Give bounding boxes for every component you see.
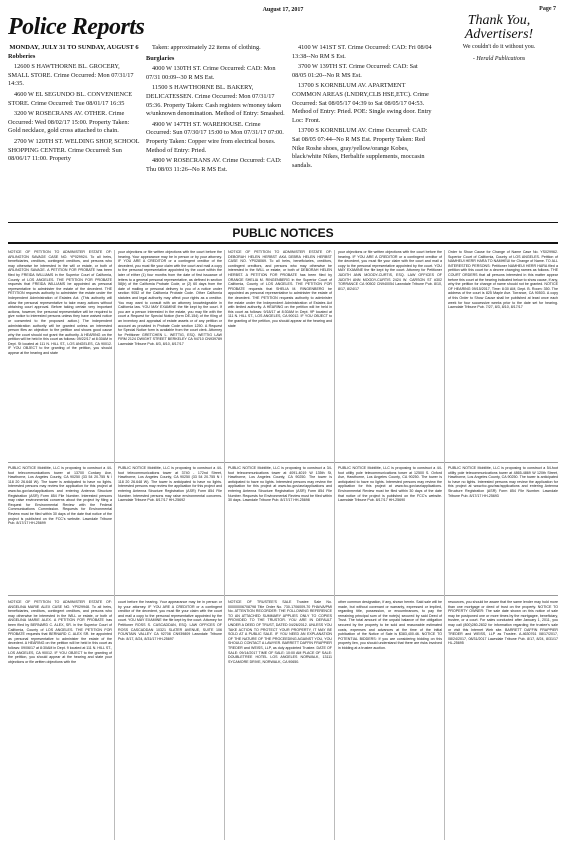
notice-block: NOTICE OF PETITION TO ADMINISTER ESTATE OF: ANGELINA MARIE ALEX CASE NO. YP029948. To all heirs, beneficiaries, creditors, contingent creditors, and persons who may otherwise be interested in the WILL or estate, or both of ANGELINA MARIE ALEX. A PETITION FOR PROBATE has been filed by BERNARD C. ALEX, SR. in the Superior Court of California, County of LOS ANGELES. THE PETITION FOR PROBATE requests that BERNARD C. ALEX SR. be appointed as personal representative to administer the estate of the decedent. A HEARING on the petition will be held in this court as follows: 09/06/17 at 8:30AM in Dept. 9 located at 111 N. HILL ST., LOS ANGELES, CA 90012. IF YOU OBJECT to the granting of the petition, you should appear at the hearing and state your objections or file written objections with the bbox=[8, 600, 112, 664]
notice-block: resources, you should be aware that the same lender may hold more than one mortgage or deed of trust on the property. NOTICE TO PROPERTY OWNER: The sale date shown on this notice of sale may be postponed one or more times by the mortgagee, beneficiary, trustee, or a court. For sales conducted after January 1, 2011, you may call (800)280-2832 for information regarding the trustee's sale or visit this Internet Web site. BARRETT DAFFIN FRAPPIER TREDER and WEISS, LLP as Trustee. A-4630761 08/17/2017, 08/24/2017, 08/31/2017 Lawndale Tribune Pub. 8/17, 8/24, 8/31/17 HL-25695 bbox=[448, 600, 558, 646]
notice-block: PUBLIC NOTICE Mobilitie, LLC is proposing to construct a 44-foot telecommunications tower at 13700 Cordary Ave, Hawthorne, Los Angeles County, CA 90250 (33 54 20.755 N / 118 20 26.648 W). The tower is anticipated to have no lights. Interested persons may review the application for this project at www.fcc.gov/asr/applications and entering Antenna Structure Registration (ASR) Form 854 File Number. Interested persons may raise environmental concerns about the project by filing a Request for Environmental Review with the Federal Communications Commission. Requests for Environmental Review must be filed within 30 days of the date that notice of the project is published on the FCC's website. Lawndale Tribune Pub. 8/17/17 HH-25699 bbox=[8, 466, 112, 526]
report-entry: 4600 W EL SEGUNDO BL. CONVENIENCE STORE. Crime Occurred: Tue 08/01/17 16:35 bbox=[8, 90, 133, 107]
police-column-3 bbox=[292, 44, 432, 172]
thank-you-ad bbox=[440, 14, 558, 94]
report-entry: 4900 W 147TH ST. WAREHOUSE. Crime Occurred: Sun 07/30/17 15:00 to Mon 07/31/17 07:00. Property Taken: Copper wire from electrical boxes. Method of Entry: Pried. bbox=[146, 120, 284, 154]
notice-block: Order to Show Cause for Change of Name Case No. YS029962. Superior Court of California, County of LOS ANGELES. Petition of NAMHEUI HERR HARA TO NAMHEUI for Change of Name. TO ALL INTERESTED PERSONS: Petitioner NAMHEUI HERR HARA filed a petition with this court for a decree changing names as follows. THE COURT ORDERS that all persons interested in this matter appear before this court at the hearing indicated below to show cause, if any, why the petition for change of name should not be granted. NOTICE OF HEARING 09/15/2017, Time: 8:30 AM, Dept. B. Room: 350. The address of the court is 825 Maple Ave. Torrance, CA 90503. A copy of this Order to Show Cause shall be published at least once each week for four successive weeks prior to the date set for hearing. Lawndale Tribune Pub. 7/27, 8/3, 8/10, 8/17/17 bbox=[448, 250, 558, 310]
issue-date: August 17, 2017 bbox=[262, 7, 304, 13]
report-entry: 4800 W ROSECRANS AV. Crime Occurred: CAD: Thu 08/03 11:26--No R MS Est. bbox=[146, 157, 282, 173]
notice-block: PUBLIC NOTICE Mobilitie, LLC is proposing to construct a 44-foot utility pole telecommunications tower at 12500 S. Oxford Ave, Hawthorne, Los Angeles County, CA 90250. The tower is anticipated to have no lights. Interested persons may review the application for this project at www.fcc.gov/asr/applications. Environmental Review must be filed within 30 days of the date that notice of the project is published on the FCC's website. Lawndale Tribune Pub. 8/17/17 HH-25690 bbox=[338, 466, 442, 503]
report-entry: 3200 W ROSECRANS AV. OTHER. Crime Occurred: Wed 08/02/17 15:00. Property Taken: Gold necklace, gold cross attached to chain. bbox=[8, 110, 130, 135]
public-notices-title: PUBLIC NOTICES bbox=[232, 226, 334, 240]
report-entry: 4000 W 130TH ST. Crime Occurred: CAD: Mon 07/31 00:09--30 R MS Est. bbox=[146, 65, 276, 81]
column-rule bbox=[114, 250, 115, 840]
burglaries-label: Burglaries bbox=[146, 54, 175, 62]
police-column-2 bbox=[146, 44, 286, 176]
report-entry: Taken: approximately 22 items of clothing. bbox=[152, 44, 261, 51]
column-rule bbox=[334, 250, 335, 840]
column-rule bbox=[224, 250, 225, 840]
notice-block: PUBLIC NOTICE Mobilitie, LLC is proposing to construct a 54-foot utility pole telecommunications tower at 4865-4869 W 120th Street, Hawthorne, Los Angeles County, CA 90250. The tower is anticipated to have no lights. Interested persons may review the application for this project at www.fcc.gov/asr/applications and entering Antenna Structure Registration (ASR) Form 854 File Number. Lawndale Tribune Pub. 8/17/17 HH-25693 bbox=[448, 466, 558, 498]
notice-block: NOTICE OF PETITION TO ADMINISTER ESTATE OF: DEBORAH HELEN HERBST AKA DEBRA HELEN HERBST CASE NO. YP028069. To all heirs, beneficiaries, creditors, contingent creditors, and persons who may otherwise be interested in the WILL or estate, or both of DEBORAH HELEN HERBST. A PETITION FOR PROBATE has been filed by ORANGE SHELIA M. RINGENBERG in the Superior Court of California, County of LOS ANGELES. THE PETITION FOR PROBATE requests that SHELIA M. RINGENBERG be appointed as personal representative to administer the estate of the decedent. THE PETITION requests authority to administer the estate under the Independent Administration of Estates Act with limited authority. A HEARING on the petition will be held in this court as follows: 9/18/17 at 8:30AM in Dept. 9P located at 111 N. HILL ST., LOS ANGELES, CA 90012. IF YOU OBJECT to the granting of the petition, you should appear at the hearing and state bbox=[228, 250, 332, 328]
report-entry: 13700 S KORNBLUM AV. Crime Occurred: CAD: Sat 08/05 07:44--No R MS Est. Property Taken: Red Nike Roshe shoes, gray/yellow/orange Kobes, black/white Nikes, Herbalife supplements, moccasin sandals. bbox=[292, 127, 428, 169]
police-reports-title: Police Reports bbox=[8, 14, 145, 40]
report-entry: 4100 W 141ST ST. Crime Occurred: CAD: Fri 08/04 13:38--No RM S Est. bbox=[292, 44, 432, 60]
notice-divider bbox=[8, 595, 558, 596]
thank-you-title: Thank You, Advertisers! bbox=[464, 13, 534, 42]
section-divider bbox=[8, 242, 558, 244]
section-divider bbox=[8, 222, 558, 223]
notice-block: your objections or file written objections with the court before the hearing. Your appearance may be in person or by your attorney. IF YOU ARE A CREDITOR or a contingent creditor of the decedent, you must file your claim with the court and mail a copy to the personal representative appointed by the court within the later of either (1) four months from the date of first issuance of letters to a general personal representative, as defined in section 58(b) of the California Probate Code, or (2) 60 days from the date of mailing or personal delivery to you of a notice under section 9052 of the California Probate Code. Other California statutes and legal authority may affect your rights as a creditor. You may want to consult with an attorney knowledgeable in California law. YOU MAY EXAMINE the file kept by the court. If you are a person interested in the estate, you may file with the court a Request for Special Notice (form DE-154) of the filing of an inventory and appraisal of estate assets or of any petition or account as provided in Probate Code section 1250. A Request for Special Notice form is available from the court clerk. Attorney for Petitioner GRETCHEN L. WETTIG, ESQ. WETTIG LAW FIRM 2124 DWIGHT STREET BERKELEY CA 94710 CN939789 Lawndale Tribune Pub. 8/3, 8/10, 8/17/17 bbox=[118, 250, 222, 346]
notice-block: other common designation, if any, shown herein. Said sale will be made, but without covenant or warranty, expressed or implied, regarding title, possession, or encumbrances, to pay the remaining principal sum of the note(s) secured by said Deed of Trust. The total amount of the unpaid balance of the obligation secured by the property to be sold and reasonable estimated costs, expenses and advances at the time of the initial publication of the Notice of Sale is $383,400.46. NOTICE TO POTENTIAL BIDDERS: If you are considering bidding on this property lien, you should understand that there are risks involved in bidding at a trustee auction. bbox=[338, 600, 442, 650]
report-entry: 13700 S KORNBLUM AV. APARTMENT COMMON AREAS (LNDRY,CLB HSE,ETC). Crime Occurred: Sat 08/05/17 04:39 to Sat 08/05/17 04:53. Method of Entry: Pried. POE: Single swing door. Entry Loc: Front. bbox=[292, 82, 432, 124]
thank-you-line: We couldn't do it without you. bbox=[462, 44, 536, 50]
notice-divider bbox=[8, 462, 558, 463]
notice-block: court before the hearing. Your appearance may be in person or by your attorney. IF YOU ARE A CREDITOR or a contingent creditor of the decedent, you must file your claim with the court and mail a copy to the personal representative appointed by the court. YOU MAY EXAMINE the file kept by the court. Attorney for Petitioner ROSS S. CASCADDAN, ESQ. LAW OFFICES OF ROSS CASCADDAN 10321 SLATER AVENUE, SUITE 106 FOUNTAIN VALLEY CA 92708 CN939809 Lawndale Tribune Pub. 8/17, 8/24, 8/31/17 HH-25697 bbox=[118, 600, 222, 641]
report-entry: 2700 W 120TH ST. WELDING SHOP, SCHOOL SHOPPING CENTER. Crime Occurred: Sun 08/06/17 11:00. Property bbox=[8, 137, 140, 163]
notice-block: NOTICE OF PETITION TO ADMINISTER ESTATE OF: ARLINGTON SAVAGE CASE NO. YP029924. To all heirs, beneficiaries, creditors, contingent creditors, and persons who may otherwise be interested in the will or estate, or both of ARLINGTON SAVAGE. A PETITION FOR PROBATE has been filed by FREIDA WILLIAMS in the Superior Court of California, County of LOS ANGELES. THE PETITION FOR PROBATE requests that FREIDA WILLIAMS be appointed as personal representative to administer the estate of the decedent. THE PETITION requests authority to administer the estate under the Independent Administration of Estates Act. (This authority will allow the personal representative to take many actions without obtaining court approval. Before taking certain very important actions, however, the personal representative will be required to give notice to interested persons unless they have waived notice or consented to the proposed action.) The independent administration authority will be granted unless an interested person files an objection to the petition and shows good cause why the court should not grant the authority. A HEARING on the petition will be held in this court as follows: 09/22/17 at 8:30AM in Dept. St located at 111 N. HILL ST., LOS ANGELES, CA 90012. IF YOU OBJECT to the granting of the petition, you should appear at the hearing and state bbox=[8, 250, 112, 356]
police-column-1 bbox=[8, 44, 140, 166]
notice-block: your objections or file written objections with the court before the hearing. IF YOU ARE A CREDITOR or a contingent creditor of the decedent, you must file your claim with the court and mail a copy to the personal representative appointed by the court. YOU MAY EXAMINE the file kept by the court. Attorney for Petitioner JUDITH ANN MOODY-CURTIS, ESQ. LAW OFFICES OF JUDITH ANN MOODY-CURTIS 2424 W. CARSON ST #302 TORRANCE CA 90502 CN940054 Lawndale Tribune Pub. 8/10, 8/17, 8/24/17 bbox=[338, 250, 442, 291]
thank-you-signature: - Herald Publications bbox=[472, 56, 526, 62]
notice-block: NOTICE OF TRUSTEE'S SALE Trustee Sale No. 00000006708798 Title Order No. 730-1706009-70 FHA/VA/PMI No. ATTENTION RECORDER: THE FOLLOWING REFERENCE TO AN ATTACHED SUMMARY APPLIES ONLY TO COPIES PROVIDED TO THE TRUSTOR. YOU ARE IN DEFAULT UNDER A DEED OF TRUST, DATED 04/26/2012. UNLESS YOU TAKE ACTION TO PROTECT YOUR PROPERTY, IT MAY BE SOLD AT A PUBLIC SALE. IF YOU NEED AN EXPLANATION OF THE NATURE OF THE PROCEEDING AGAINST YOU, YOU SHOULD CONTACT A LAWYER. BARRETT DAFFIN FRAPPIER TREDER and WEISS, LLP, as duly appointed Trustee. DATE OF SALE: 09/14/2017 TIME OF SALE: 10:00 AM PLACE OF SALE: DOUBLETREE HOTEL LOS ANGELES NORWALK, 13111 SYCAMORE DRIVE, NORWALK, CA 90650. bbox=[228, 600, 332, 664]
page-number: Page 7 bbox=[539, 6, 556, 12]
report-entry: 11500 S HAWTHORNE BL. BAKERY, DELICATESSEN. Crime Occurred: Mon 07/31/17 05:36. Property Taken: Cash registers w/money taken w/unknown denomination. Method of Entry: Smashed. bbox=[146, 84, 285, 118]
notice-block: PUBLIC NOTICE Mobilitie, LLC is proposing to construct a 34-foot telecommunications tower at 4091-4019 W 135th St, Hawthorne, Los Angeles County, CA 90250. The tower is anticipated to have no lights. Interested persons may review the application for this project at www.fcc.gov/asr/applications and entering Antenna Structure Registration (ASR) Form 854 File Number. Requests for Environmental Review must be filed within 30 days. Lawndale Tribune Pub. 8/17/17 HH-25698 bbox=[228, 466, 332, 503]
report-entry: 12600 S HAWTHORNE BL. GROCERY, SMALL STORE. Crime Occurred: Mon 07/31/17 14:35. bbox=[8, 63, 134, 88]
column-rule bbox=[444, 250, 445, 840]
robberies-label: Robberies bbox=[8, 52, 36, 60]
report-dates: MONDAY, JULY 31 TO SUNDAY, AUGUST 6 bbox=[9, 44, 139, 51]
report-entry: 3700 W 139TH ST. Crime Occurred: CAD: Sat 08/05 01:20--No R MS Est. bbox=[292, 63, 418, 79]
notice-block: PUBLIC NOTICE Mobilitie, LLC is proposing to construct a 44-foot telecommunications tower at 3740 - 172nd Street, Hawthorne, Los Angeles County, CA 90250 (33 54 20.755 N / 118 20 26.648 W). The tower is anticipated to have no lights. Interested persons may review the application for this project and entering Antenna Structure Registration (ASR) Form 854 File Number. Interested persons may raise environmental concerns. Lawndale Tribune Pub. 8/17/17 HH-25692 bbox=[118, 466, 222, 503]
